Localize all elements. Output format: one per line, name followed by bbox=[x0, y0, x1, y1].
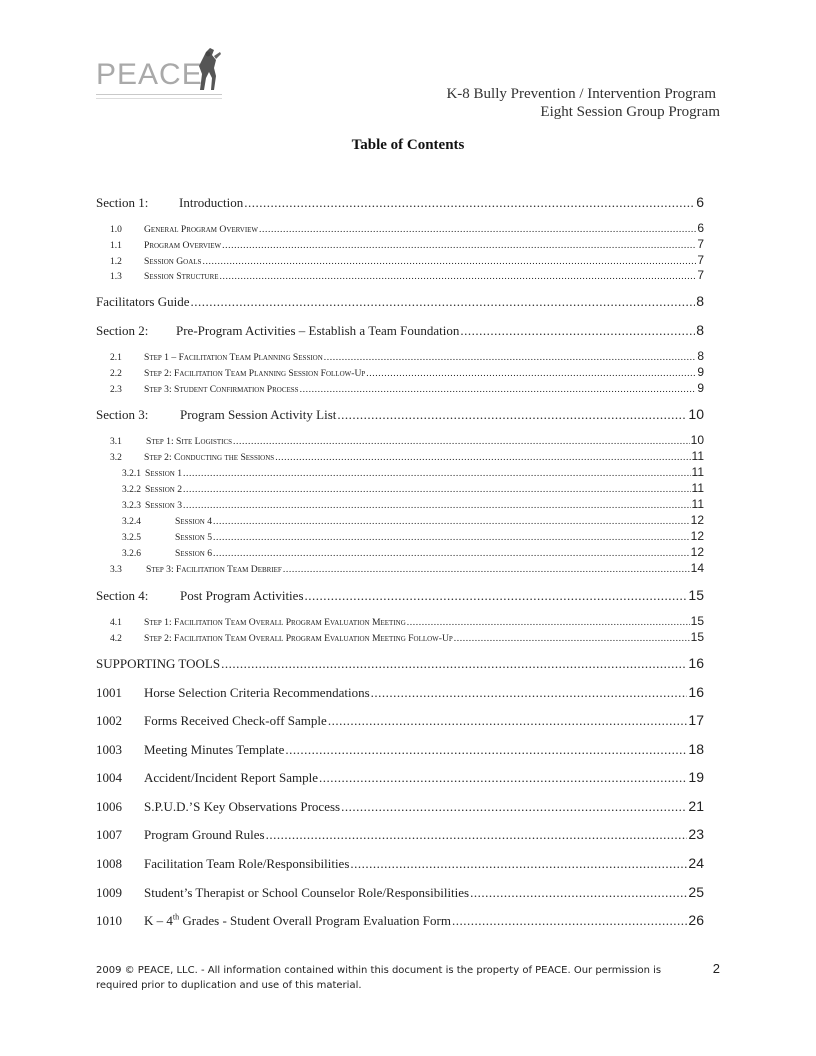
header-program-subtitle: Eight Session Group Program bbox=[540, 104, 720, 120]
toc-entry-label: Pre-Program Activities – Establish a Team Foundation bbox=[176, 323, 460, 338]
dot-leader bbox=[324, 352, 697, 363]
dot-leader bbox=[341, 799, 687, 815]
dot-leader bbox=[213, 516, 690, 527]
toc-entry-3-2[interactable] bbox=[110, 449, 704, 463]
toc-entry-number: 1010 bbox=[96, 913, 122, 928]
page-title: Table of Contents bbox=[351, 137, 465, 153]
toc-entry-label: Facilitators Guide bbox=[96, 294, 190, 309]
toc-entry-page: 12 bbox=[690, 545, 704, 559]
toc-entry-section-4[interactable] bbox=[96, 587, 704, 604]
dot-leader bbox=[259, 224, 696, 235]
toc-entry-label: General Program Overview bbox=[144, 224, 259, 235]
toc-entry-page: 11 bbox=[691, 481, 704, 495]
toc-entry-label: Session 2 bbox=[145, 484, 183, 495]
dot-leader bbox=[366, 368, 696, 379]
logo-wordmark: PEACE bbox=[96, 58, 203, 91]
toc-entry-label: Session Goals bbox=[144, 256, 202, 267]
toc-entry-label: Facilitation Team Role/Responsibilities bbox=[144, 856, 350, 871]
dot-leader bbox=[222, 240, 696, 251]
toc-entry-2-3[interactable] bbox=[110, 381, 704, 395]
toc-entry-number: 3.2 bbox=[110, 453, 122, 463]
dot-leader bbox=[183, 484, 690, 495]
toc-entry-label: Forms Received Check-off Sample bbox=[144, 713, 327, 728]
toc-entry-tool[interactable] bbox=[96, 798, 704, 815]
toc-entry-1-1[interactable] bbox=[110, 237, 704, 251]
toc-entry-page: 18 bbox=[688, 741, 704, 757]
toc-entry-label: Session Structure bbox=[144, 271, 219, 282]
toc-entry-label: Step 3: Student Confirmation Process bbox=[144, 384, 299, 395]
toc-entry-tool[interactable] bbox=[96, 712, 704, 729]
toc-entry-page: 7 bbox=[697, 253, 704, 267]
toc-entry-number: 3.1 bbox=[110, 437, 122, 447]
toc-entry-2-2[interactable] bbox=[110, 365, 704, 379]
toc-entry-3-2-2[interactable] bbox=[122, 481, 704, 495]
toc-entry-page: 10 bbox=[688, 406, 704, 422]
dot-leader bbox=[221, 656, 687, 672]
toc-entry-3-3[interactable] bbox=[110, 561, 704, 575]
toc-entry-page: 26 bbox=[688, 912, 704, 928]
dot-leader bbox=[300, 384, 697, 395]
toc-entry-number: Section 4: bbox=[96, 588, 149, 603]
toc-entry-page: 9 bbox=[697, 365, 704, 379]
toc-entry-number: 1.3 bbox=[110, 272, 122, 282]
toc-entry-label: Step 2: Conducting the Sessions bbox=[144, 452, 275, 463]
toc-entry-page: 14 bbox=[690, 561, 704, 575]
toc-entry-label: Accident/Incident Report Sample bbox=[144, 770, 319, 785]
dot-leader bbox=[319, 770, 687, 786]
toc-entry-3-2-1[interactable] bbox=[122, 465, 704, 479]
toc-entry-page: 12 bbox=[690, 529, 704, 543]
dot-leader bbox=[350, 856, 687, 872]
toc-entry-number: 3.2.1 bbox=[122, 469, 141, 479]
dot-leader bbox=[213, 548, 690, 559]
toc-entry-label: Session 3 bbox=[145, 500, 183, 511]
toc-entry-page: 15 bbox=[688, 587, 704, 603]
toc-entry-label: Meeting Minutes Template bbox=[144, 742, 285, 757]
toc-entry-page: 15 bbox=[690, 614, 704, 628]
toc-entry-page: 7 bbox=[697, 237, 704, 251]
dot-leader bbox=[328, 713, 688, 729]
toc-entry-label: Student’s Therapist or School Counselor Role/Responsibilities bbox=[144, 885, 470, 900]
dot-leader bbox=[183, 468, 690, 479]
dot-leader bbox=[454, 633, 690, 644]
dot-leader bbox=[452, 913, 687, 929]
toc-entry-supporting-tools[interactable] bbox=[96, 655, 704, 672]
dot-leader bbox=[305, 588, 688, 604]
toc-entry-page: 8 bbox=[696, 322, 704, 338]
toc-entry-section-2[interactable] bbox=[96, 322, 704, 339]
toc-entry-page: 8 bbox=[696, 293, 704, 309]
toc-entry-number: 3.3 bbox=[110, 565, 122, 575]
toc-entry-3-2-4[interactable] bbox=[122, 513, 704, 527]
toc-entry-label: Session 5 bbox=[175, 532, 213, 543]
toc-label-part: K – 4 bbox=[144, 913, 173, 928]
toc-entry-3-1[interactable] bbox=[110, 433, 704, 447]
toc-entry-number: 3.2.4 bbox=[122, 517, 141, 527]
toc-entry-number: 1003 bbox=[96, 742, 122, 757]
toc-entry-3-2-5[interactable] bbox=[122, 529, 704, 543]
toc-entry-page: 9 bbox=[697, 381, 704, 395]
toc-entry-section-1[interactable] bbox=[96, 194, 704, 211]
dot-leader bbox=[337, 407, 687, 423]
toc-entry-section-3[interactable] bbox=[96, 406, 704, 423]
toc-entry-page: 7 bbox=[697, 268, 704, 282]
toc-entry-tool[interactable] bbox=[96, 769, 704, 786]
dot-leader bbox=[266, 827, 688, 843]
toc-entry-number: Section 1: bbox=[96, 195, 149, 210]
toc-entry-3-2-3[interactable] bbox=[122, 497, 704, 511]
toc-entry-page: 21 bbox=[688, 798, 704, 814]
toc-entry-1-2[interactable] bbox=[110, 253, 704, 267]
toc-entry-page: 23 bbox=[688, 826, 704, 842]
toc-entry-label: S.P.U.D.’S Key Observations Process bbox=[144, 799, 341, 814]
dot-leader bbox=[220, 271, 697, 282]
toc-entry-number: 1006 bbox=[96, 799, 122, 814]
dot-leader bbox=[183, 500, 690, 511]
toc-entry-label: SUPPORTING TOOLS bbox=[96, 656, 221, 671]
toc-entry-facilitators-guide[interactable] bbox=[96, 293, 704, 310]
toc-entry-number: 1004 bbox=[96, 770, 122, 785]
toc-entry-tool[interactable] bbox=[96, 826, 704, 843]
toc-entry-label: Session 4 bbox=[175, 516, 213, 527]
toc-entry-page: 25 bbox=[688, 884, 704, 900]
toc-entry-label: Program Ground Rules bbox=[144, 827, 265, 842]
footer-line-2: required prior to duplication and use of this material. bbox=[96, 980, 362, 991]
toc-entry-label bbox=[144, 913, 451, 929]
toc-entry-page: 16 bbox=[688, 655, 704, 671]
dot-leader bbox=[470, 885, 687, 901]
toc-entry-label: Step 3: Facilitation Team Debrief bbox=[146, 564, 282, 575]
toc-entry-number: 2.1 bbox=[110, 353, 122, 363]
dot-leader bbox=[371, 685, 688, 701]
toc-entry-tool[interactable] bbox=[96, 912, 704, 929]
toc-entry-number: 3.2.2 bbox=[122, 485, 141, 495]
toc-entry-label: Step 1 – Facilitation Team Planning Session bbox=[144, 352, 323, 363]
toc-entry-page: 17 bbox=[688, 712, 704, 728]
dot-leader bbox=[460, 323, 695, 339]
toc-entry-number: 1002 bbox=[96, 713, 122, 728]
toc-entry-number: 4.1 bbox=[110, 618, 122, 628]
dot-leader bbox=[244, 195, 695, 211]
toc-entry-number: 4.2 bbox=[110, 634, 122, 644]
toc-entry-page: 11 bbox=[691, 465, 704, 479]
toc-entry-number: 1.1 bbox=[110, 241, 122, 251]
toc-entry-4-1[interactable] bbox=[110, 614, 704, 628]
toc-entry-page: 6 bbox=[697, 221, 704, 235]
toc-entry-label: Step 2: Facilitation Team Overall Program Evaluation Meeting Follow-Up bbox=[144, 633, 453, 644]
toc-entry-page: 11 bbox=[691, 449, 704, 463]
toc-entry-label: Step 1: Facilitation Team Overall Program Evaluation Meeting bbox=[144, 617, 406, 628]
toc-entry-label: Session 6 bbox=[175, 548, 213, 559]
dot-leader bbox=[407, 617, 690, 628]
toc-entry-number: 3.2.5 bbox=[122, 533, 141, 543]
toc-entry-page: 11 bbox=[691, 497, 704, 511]
toc-label-superscript: th bbox=[172, 912, 180, 922]
toc-entry-number: Section 3: bbox=[96, 407, 149, 422]
footer-line-1: 2009 © PEACE, LLC. - All information contained within this document is the property of PEACE. Our permission is bbox=[96, 965, 662, 976]
toc-entry-3-2-6[interactable] bbox=[122, 545, 704, 559]
toc-entry-number: 2.3 bbox=[110, 385, 122, 395]
toc-entry-page: 6 bbox=[696, 194, 704, 210]
toc-entry-page: 16 bbox=[688, 684, 704, 700]
dot-leader bbox=[202, 256, 696, 267]
page-number: 2 bbox=[712, 961, 720, 976]
toc-entry-number: Section 2: bbox=[96, 323, 149, 338]
toc-entry-page: 8 bbox=[697, 349, 704, 363]
toc-entry-number: 1009 bbox=[96, 885, 122, 900]
toc-entry-tool[interactable] bbox=[96, 741, 704, 758]
toc-entry-label: Program Session Activity List bbox=[180, 407, 337, 422]
toc-entry-page: 12 bbox=[690, 513, 704, 527]
toc-entry-label: Program Overview bbox=[144, 240, 222, 251]
toc-entry-1-3[interactable] bbox=[110, 268, 704, 282]
toc-entry-tool[interactable] bbox=[96, 855, 704, 872]
dot-leader bbox=[213, 532, 690, 543]
toc-entry-tool[interactable] bbox=[96, 884, 704, 901]
toc-entry-page: 24 bbox=[688, 855, 704, 871]
toc-entry-page: 15 bbox=[690, 630, 704, 644]
toc-entry-number: 1.2 bbox=[110, 257, 122, 267]
toc-label-part: Grades - Student Overall Program Evaluation Form bbox=[179, 913, 451, 928]
dot-leader bbox=[285, 742, 687, 758]
toc-entry-number: 3.2.6 bbox=[122, 549, 141, 559]
toc-entry-label: Step 2: Facilitation Team Planning Session Follow-Up bbox=[144, 368, 366, 379]
dot-leader bbox=[283, 564, 690, 575]
toc-entry-number: 3.2.3 bbox=[122, 501, 141, 511]
toc-entry-label: Post Program Activities bbox=[180, 588, 304, 603]
toc-entry-number: 1001 bbox=[96, 685, 122, 700]
toc-entry-number: 1007 bbox=[96, 827, 122, 842]
toc-entry-page: 10 bbox=[690, 433, 704, 447]
toc-entry-number: 2.2 bbox=[110, 369, 122, 379]
toc-entry-label: Horse Selection Criteria Recommendations bbox=[144, 685, 370, 700]
toc-entry-page: 19 bbox=[688, 769, 704, 785]
toc-entry-1-0[interactable] bbox=[110, 221, 704, 235]
toc-entry-label: Session 1 bbox=[145, 468, 183, 479]
dot-leader bbox=[275, 452, 690, 463]
header-program-title: K-8 Bully Prevention / Intervention Program bbox=[446, 86, 716, 102]
toc-entry-2-1[interactable] bbox=[110, 349, 704, 363]
toc-entry-tool[interactable] bbox=[96, 684, 704, 701]
toc-entry-label: Step 1: Site Logistics bbox=[146, 436, 233, 447]
copyright-footer bbox=[96, 963, 686, 993]
dot-leader bbox=[233, 436, 690, 447]
toc-entry-number: 1.0 bbox=[110, 225, 122, 235]
toc-entry-4-2[interactable] bbox=[110, 630, 704, 644]
toc-entry-label: Introduction bbox=[179, 195, 244, 210]
dot-leader bbox=[191, 294, 696, 310]
toc-entry-number: 1008 bbox=[96, 856, 122, 871]
